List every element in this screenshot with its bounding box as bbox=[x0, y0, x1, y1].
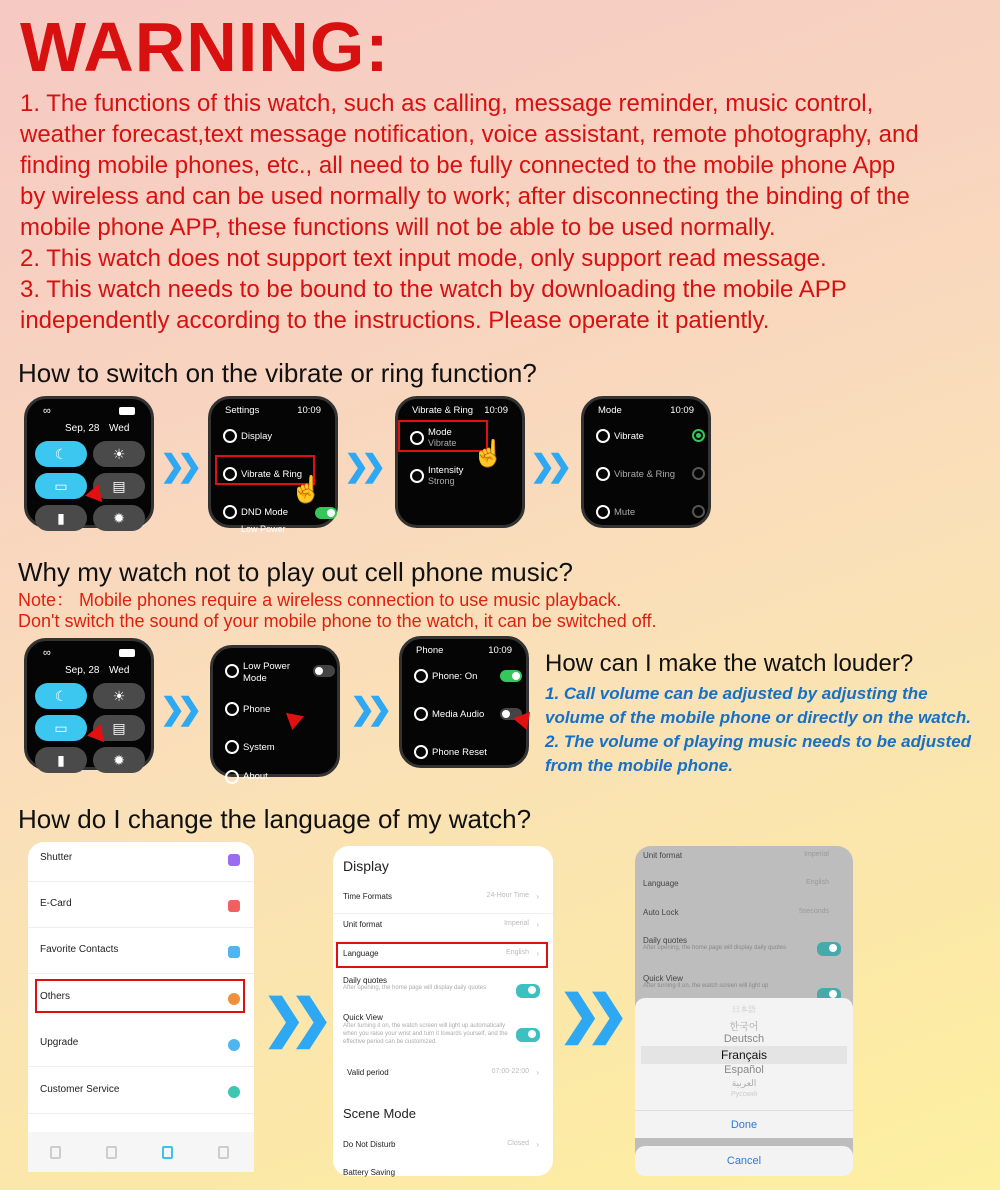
picker-option[interactable]: العربية bbox=[731, 1078, 757, 1088]
chevron-right-icon: › bbox=[536, 1068, 539, 1077]
link-icon: ∞ bbox=[43, 405, 51, 417]
date-label: Sep, 28 bbox=[65, 665, 100, 676]
chevron-right-icon: › bbox=[836, 908, 839, 917]
phone-on-toggle[interactable] bbox=[500, 670, 522, 682]
mute-icon bbox=[596, 505, 610, 519]
row-label: Do Not Disturb bbox=[343, 1140, 396, 1149]
day-label: Wed bbox=[109, 423, 130, 434]
cancel-button[interactable]: Cancel bbox=[635, 1146, 853, 1176]
battery-icon bbox=[119, 407, 135, 415]
warning-line: weather forecast,text message notification, voice assistant, remote photography, and bbox=[20, 121, 919, 148]
warning-line: independently according to the instructions. Please operate it patiently. bbox=[20, 307, 770, 334]
next-arrow-icon: ❯❯ bbox=[160, 450, 195, 483]
quick-view-row[interactable] bbox=[635, 974, 853, 989]
screen-time: 10:09 bbox=[484, 405, 508, 416]
row-label: Daily quotes bbox=[343, 976, 388, 985]
tab-home-icon[interactable] bbox=[50, 1146, 61, 1159]
watch-mode bbox=[581, 396, 711, 528]
screen-time: 10:09 bbox=[297, 405, 321, 416]
intensity-icon bbox=[410, 469, 424, 483]
system-icon bbox=[225, 740, 239, 754]
gear-icon[interactable]: ✹ bbox=[93, 747, 145, 773]
service-icon bbox=[228, 1086, 240, 1098]
watch-control-center bbox=[24, 396, 154, 528]
phone-reset-row[interactable] bbox=[408, 737, 520, 767]
app-display-screen bbox=[333, 846, 553, 1176]
row-value: 5seconds bbox=[799, 908, 829, 915]
next-arrow-icon: ❯❯ bbox=[530, 450, 565, 483]
chevron-right-icon: › bbox=[536, 949, 539, 958]
item-label: Display bbox=[241, 430, 273, 442]
screen-time: 10:09 bbox=[670, 405, 694, 416]
row-value: English bbox=[506, 949, 529, 956]
row-label: Time Formats bbox=[343, 892, 393, 901]
date-label: Sep, 28 bbox=[65, 423, 100, 434]
row-value: English bbox=[806, 879, 829, 886]
phone-reset-icon bbox=[414, 745, 428, 759]
row-desc: After opening, the home page will display daily quotes bbox=[643, 945, 787, 951]
screen-title: Mode bbox=[598, 405, 622, 416]
item-label: Phone Reset bbox=[432, 746, 487, 758]
warning-line: 3. This watch needs to be bound to the watch by downloading the mobile APP bbox=[20, 276, 847, 303]
tip-line: 1. Call volume can be adjusted by adjusting the bbox=[545, 684, 928, 703]
moon-icon bbox=[223, 505, 237, 519]
option-label: Vibrate bbox=[614, 430, 644, 442]
row-label: Unit format bbox=[343, 920, 383, 929]
picker-option-selected[interactable]: Français bbox=[641, 1046, 847, 1064]
display-title: Display bbox=[343, 858, 389, 874]
battery-saving-row[interactable]: Battery Saving bbox=[343, 1168, 396, 1177]
link-icon: ∞ bbox=[43, 647, 51, 659]
music-note-1: Note： Mobile phones require a wireless connection to use music playback. bbox=[18, 590, 622, 610]
row-desc: After opening, the home page will display daily quotes bbox=[343, 985, 487, 991]
info-icon bbox=[225, 770, 239, 784]
settings-item-low-power[interactable]: Low Power bbox=[241, 524, 286, 534]
louder-tips bbox=[545, 682, 990, 778]
watch-vibrate-ring bbox=[395, 396, 525, 528]
moon-icon[interactable]: ☾ bbox=[35, 441, 87, 467]
mode-option-vibrate-ring[interactable] bbox=[590, 459, 702, 489]
next-arrow-icon: ❯❯ bbox=[350, 693, 385, 726]
option-label: Mute bbox=[614, 506, 636, 518]
brightness-icon[interactable]: ☀ bbox=[93, 441, 145, 467]
chevron-right-icon: › bbox=[836, 879, 839, 888]
scene-mode-title: Scene Mode bbox=[343, 1106, 416, 1121]
next-arrow-icon: ❯❯ bbox=[262, 990, 318, 1048]
item-label: DND Mode bbox=[241, 506, 288, 518]
louder-question: How can I make the watch louder? bbox=[545, 650, 914, 677]
vibrate-icon bbox=[596, 429, 610, 443]
tip-line: from the mobile phone. bbox=[545, 756, 733, 775]
item-label: Low Power Mode bbox=[243, 661, 290, 684]
item-label: Customer Service bbox=[40, 1084, 120, 1095]
item-label: Shutter bbox=[40, 852, 73, 863]
menu-item-shutter[interactable] bbox=[28, 852, 254, 882]
ecard-icon[interactable]: ▤ bbox=[93, 715, 145, 741]
flashlight-icon[interactable]: ▮ bbox=[35, 747, 87, 773]
settings-item-phone[interactable] bbox=[219, 694, 331, 724]
picker-option[interactable]: Español bbox=[724, 1064, 764, 1076]
warning-line: mobile phone APP, these functions will not be able to be used normally. bbox=[20, 214, 776, 241]
warning-line: 2. This watch does not support text input mode, only support read message. bbox=[20, 245, 827, 272]
chevron-right-icon: › bbox=[536, 892, 539, 901]
mode-option-mute[interactable] bbox=[590, 497, 702, 527]
next-arrow-icon: ❯❯ bbox=[344, 450, 379, 483]
row-value: 07:00-22:00 bbox=[491, 1068, 529, 1075]
menu-item-customer-service[interactable] bbox=[28, 1084, 254, 1114]
daily-quotes-toggle[interactable] bbox=[817, 942, 841, 956]
ecard-icon[interactable]: ▤ bbox=[93, 473, 145, 499]
item-label: About bbox=[243, 770, 268, 782]
low-power-toggle[interactable] bbox=[313, 665, 335, 677]
quick-view-toggle[interactable] bbox=[516, 1028, 540, 1042]
radio-unselected[interactable] bbox=[692, 467, 705, 480]
screen-time: 10:09 bbox=[488, 645, 512, 656]
hand-pointer-icon: ☝ bbox=[290, 474, 323, 504]
item-label: Upgrade bbox=[40, 1037, 79, 1048]
upgrade-icon bbox=[228, 1039, 240, 1051]
headphones-icon bbox=[414, 707, 428, 721]
radio-unselected[interactable] bbox=[692, 505, 705, 518]
warning-line: by wireless and can be used normally to work; after disconnecting the binding of the bbox=[20, 183, 910, 210]
menu-item-favorite-contacts[interactable] bbox=[28, 944, 254, 974]
moon-icon[interactable]: ☾ bbox=[35, 683, 87, 709]
flashlight-icon[interactable]: ▮ bbox=[35, 505, 87, 531]
row-label: Unit format bbox=[643, 851, 683, 860]
chevron-right-icon: › bbox=[536, 1140, 539, 1149]
row-value: Closed bbox=[507, 1140, 529, 1147]
screen-title: Phone bbox=[416, 645, 444, 656]
warning-title: WARNING: bbox=[20, 8, 390, 86]
picker-option[interactable]: Deutsch bbox=[723, 1033, 765, 1045]
row-desc: After turning it on, the watch screen will light up bbox=[643, 983, 769, 989]
warning-line: 1. The functions of this watch, such as calling, message reminder, music control, bbox=[20, 90, 874, 117]
watch-phone bbox=[399, 636, 529, 768]
row-value: 24-Hour Time bbox=[486, 892, 529, 899]
daily-quotes-toggle[interactable] bbox=[516, 984, 540, 998]
phone-icon bbox=[225, 702, 239, 716]
item-label: Phone bbox=[243, 703, 271, 715]
dnd-toggle[interactable] bbox=[315, 507, 337, 519]
battery-icon bbox=[225, 664, 239, 678]
row-value: Imperial bbox=[504, 920, 529, 927]
mode-option-vibrate[interactable] bbox=[590, 421, 702, 451]
row-desc: After turning it on, the watch screen will light up automatically when you raise your wrist and turn it towards yourself, and the effective period can be customized. bbox=[343, 1023, 508, 1045]
item-label: Vibrate & Ring bbox=[241, 468, 303, 480]
watch-settings-list bbox=[210, 645, 340, 782]
day-label: Wed bbox=[109, 665, 130, 676]
chevron-right-icon: › bbox=[836, 851, 839, 860]
mode-label: Mode bbox=[428, 427, 452, 438]
language-row[interactable] bbox=[635, 879, 853, 899]
picker-option[interactable]: 한국어 bbox=[729, 1022, 759, 1033]
phone-icon bbox=[414, 669, 428, 683]
mode-value: Vibrate bbox=[428, 438, 457, 448]
power-saving-icon[interactable]: ▭ bbox=[35, 715, 87, 741]
settings-item-system[interactable] bbox=[219, 732, 331, 762]
tab-device-icon[interactable] bbox=[162, 1146, 173, 1159]
highlight-box bbox=[35, 979, 245, 1013]
item-label: Media Audio bbox=[432, 708, 485, 720]
watch-control-center bbox=[24, 638, 154, 770]
hand-pointer-icon: ☝ bbox=[472, 438, 505, 468]
row-label: Language bbox=[343, 949, 379, 958]
contacts-icon bbox=[228, 946, 240, 958]
done-button[interactable]: Done bbox=[635, 1110, 853, 1138]
unit-format-row[interactable] bbox=[635, 851, 853, 871]
language-picker[interactable] bbox=[635, 998, 853, 1138]
brightness-icon[interactable]: ☀ bbox=[93, 683, 145, 709]
settings-item-display[interactable] bbox=[217, 421, 329, 451]
tip-line: 2. The volume of playing music needs to be adjusted bbox=[545, 732, 972, 751]
next-arrow-icon: ❯❯ bbox=[160, 693, 195, 726]
row-label: Valid period bbox=[347, 1068, 389, 1077]
card-icon bbox=[228, 900, 240, 912]
row-label: Auto Lock bbox=[643, 908, 679, 917]
valid-period-row[interactable] bbox=[333, 1068, 553, 1086]
auto-lock-row[interactable] bbox=[635, 908, 853, 928]
settings-item-about[interactable] bbox=[219, 766, 331, 786]
screen-title: Vibrate & Ring bbox=[412, 405, 474, 416]
item-label: Favorite Contacts bbox=[40, 944, 119, 955]
gear-icon[interactable]: ✹ bbox=[93, 505, 145, 531]
vibrate-question: How to switch on the vibrate or ring function? bbox=[18, 358, 537, 388]
warning-body bbox=[20, 88, 990, 336]
unit-format-row[interactable] bbox=[333, 920, 553, 942]
music-note-2: Don't switch the sound of your mobile phone to the watch, it can be switched off. bbox=[18, 611, 657, 631]
app-language-picker-screen bbox=[635, 846, 853, 1176]
chevron-right-icon: › bbox=[536, 920, 539, 929]
radio-selected[interactable] bbox=[692, 429, 705, 442]
time-formats-row[interactable] bbox=[333, 892, 553, 914]
picker-option[interactable]: 日本語 bbox=[732, 1005, 756, 1014]
bell-icon bbox=[596, 467, 610, 481]
menu-item-ecard[interactable] bbox=[28, 898, 254, 928]
item-label: Phone: On bbox=[432, 670, 478, 682]
item-label: System bbox=[243, 741, 275, 753]
music-question: Why my watch not to play out cell phone music? bbox=[18, 557, 573, 587]
item-label: Others bbox=[40, 991, 71, 1002]
intensity-value: Strong bbox=[428, 476, 455, 486]
highlight-box bbox=[336, 942, 548, 968]
item-label: E-Card bbox=[40, 898, 72, 909]
row-label: Language bbox=[643, 879, 679, 888]
row-label: Quick View bbox=[643, 974, 683, 983]
picker-option[interactable]: Pусский bbox=[731, 1091, 757, 1098]
menu-item-upgrade[interactable] bbox=[28, 1037, 254, 1067]
tab-profile-icon[interactable] bbox=[218, 1146, 229, 1159]
power-saving-icon[interactable]: ▭ bbox=[35, 473, 87, 499]
tab-store-icon[interactable] bbox=[106, 1146, 117, 1159]
battery-icon bbox=[119, 649, 135, 657]
next-arrow-icon: ❯❯ bbox=[558, 986, 614, 1044]
bottom-tab-bar bbox=[28, 1132, 254, 1172]
intensity-label: Intensity bbox=[428, 465, 464, 476]
screen-title: Settings bbox=[225, 405, 260, 416]
warning-line: finding mobile phones, etc., all need to be fully connected to the mobile phone App bbox=[20, 152, 896, 179]
option-label: Vibrate & Ring bbox=[614, 468, 676, 480]
row-label: Daily quotes bbox=[643, 936, 688, 945]
camera-icon bbox=[228, 854, 240, 866]
row-value: Imperial bbox=[804, 851, 829, 858]
row-label: Quick View bbox=[343, 1013, 383, 1022]
display-icon bbox=[223, 429, 237, 443]
language-question: How do I change the language of my watch? bbox=[18, 804, 532, 834]
tip-line: volume of the mobile phone or directly on the watch. bbox=[545, 708, 971, 727]
dnd-row[interactable] bbox=[333, 1140, 553, 1158]
